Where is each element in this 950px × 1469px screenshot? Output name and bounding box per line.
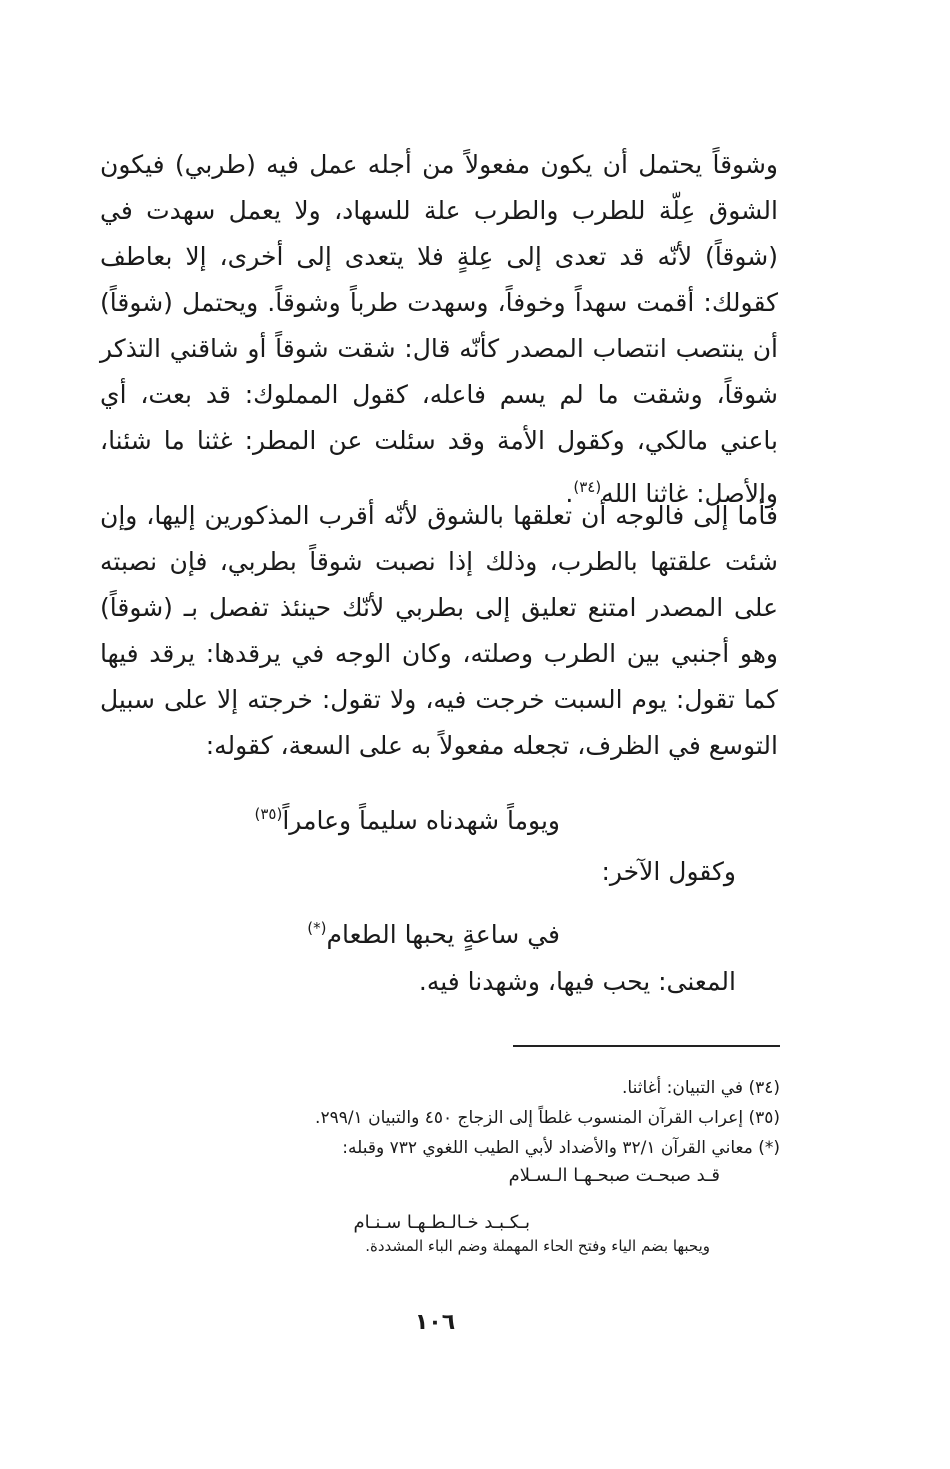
verse-line-1 bbox=[255, 794, 560, 841]
paragraph-1-text: وشوقاً يحتمل أن يكون مفعولاً من أجله عمل فيه (طربي) فيكون الشوق عِلّة للطرب والطرب علة للسهاد، ولا يعمل سهدت في (شوقاً) لأنّه قد تعدى إلى عِلةٍ فلا يتعدى إلى أخرى، إلا بعاطف كقولك: أقمت سهداً وخوفاً، وسهدت طرباً وشوقاً. ويحتمل (شوقاً) أن ينتصب انتصاب المصدر كأنّه قال: شقت شوقاً أو شاقني التذكر شوقاً، وشقت ما لم يسم فاعله، كقول المملوك: قد بعت، أي باعني مالكي، وكقول الأمة وقد سئلت عن المطر: غثنا ما شئنا، والأصل: غاثنا الله bbox=[100, 150, 778, 508]
body-paragraph-1 bbox=[100, 142, 778, 517]
footnote-verse-hemistich-2: بـكـبـد خـالـطـهـا سـنـام bbox=[353, 1212, 530, 1233]
footnote-verse-hemistich-1: قـد صبحـت صبحـهـا الـسـلام bbox=[508, 1165, 720, 1186]
page-number: ١٠٦ bbox=[414, 1310, 456, 1335]
footnote-star: (*) معاني القرآن ٣٢/١ والأضداد لأبي الطيب اللغوي ٧٣٢ وقبله: bbox=[342, 1138, 780, 1158]
verse-line-2 bbox=[307, 908, 560, 955]
footnote-vocalization-note: ويحبها بضم الياء وفتح الحاء المهملة وضم الباء المشددة. bbox=[365, 1237, 710, 1255]
footnote-ref-star: (*) bbox=[307, 919, 327, 937]
meaning-line: المعنى: يحب فيها، وشهدنا فيه. bbox=[418, 967, 736, 996]
footnote-34: (٣٤) في التبيان: أغاثنا. bbox=[622, 1078, 780, 1098]
intro-line-2: وكقول الآخر: bbox=[601, 857, 736, 886]
footnote-ref-35: (٣٥) bbox=[254, 805, 283, 823]
footnote-separator bbox=[513, 1045, 780, 1047]
footnote-35: (٣٥) إعراب القرآن المنسوب غلطاً إلى الزجاج ٤٥٠ والتبيان ٢٩٩/١. bbox=[315, 1108, 780, 1128]
footnote-ref-34: (٣٤) bbox=[573, 478, 602, 496]
paragraph-1-end: . bbox=[565, 479, 574, 508]
paragraph-2-text: فأما إلى فالوجه أن تعلقها بالشوق لأنّه أقرب المذكورين إليها، وإن شئت علقتها بالطرب، وذلك إذا نصبت شوقاً بطربي، فإن نصبته على المصدر امتنع تعليق إلى بطربي لأنّك حينئذ تفصل بـ (شوقاً) وهو أجنبي بين الطرب وصلته، وكان الوجه في يرقدها: يرقد فيها كما تقول: يوم السبت خرجت فيه، ولا تقول: خرجته إلا على سبيل التوسع في الظرف، تجعله مفعولاً به على السعة، كقوله: bbox=[100, 501, 778, 760]
verse-1-text: ويوماً شهدناه سليماً وعامراً bbox=[282, 806, 560, 835]
verse-2-text: في ساعةٍ يحبها الطعام bbox=[326, 920, 560, 949]
body-paragraph-2 bbox=[100, 493, 778, 769]
